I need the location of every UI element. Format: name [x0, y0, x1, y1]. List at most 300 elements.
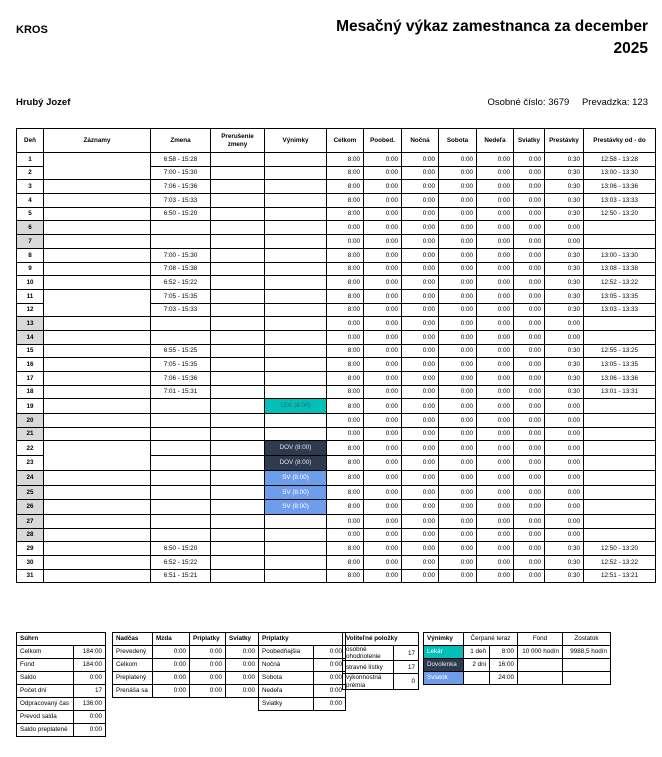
- cell-celkom: 8:00: [327, 248, 364, 262]
- cell-prestavky-od-do: [584, 414, 656, 428]
- cell-celkom: 0:00: [327, 514, 364, 528]
- cell-sobota: 0:00: [439, 317, 477, 331]
- surcharges-label: Nočná: [259, 659, 314, 672]
- cell-prestavky: 0:00: [545, 456, 584, 471]
- optional-item-value: 17: [394, 661, 419, 674]
- cell-den: 6: [17, 221, 44, 235]
- timesheet-row: [17, 399, 656, 414]
- overtime-column-header: Sviatky: [226, 633, 259, 646]
- cell-nocna: 0:00: [402, 358, 439, 372]
- cell-prestavky-od-do: [584, 221, 656, 235]
- cell-zmena: [151, 514, 211, 528]
- cell-sviatky: 0:00: [514, 221, 545, 235]
- cell-vynimky: [265, 500, 327, 515]
- overtime-label: Prevedený: [113, 646, 153, 659]
- cell-prestavky-od-do: [584, 485, 656, 500]
- timesheet-row: [17, 235, 656, 249]
- overtime-label: Preplatený: [113, 672, 153, 685]
- cell-zmena: 7:08 - 15:38: [151, 262, 211, 276]
- exceptions-column-header: Fond: [518, 633, 563, 646]
- cell-nocna: 0:00: [402, 414, 439, 428]
- cell-den: 3: [17, 180, 44, 194]
- cell-prerusenie: [211, 569, 265, 583]
- overtime-header: [113, 633, 259, 646]
- cell-den: 26: [17, 500, 44, 515]
- exceptions-header-row: [424, 633, 611, 646]
- timesheet-row: [17, 194, 656, 208]
- cell-poobed: 0:00: [364, 569, 402, 583]
- surcharges-row: [259, 672, 346, 685]
- cell-prerusenie: [211, 385, 265, 399]
- timesheet-row: [17, 470, 656, 485]
- plant: [582, 97, 648, 108]
- cell-zmena: [151, 441, 211, 456]
- cell-prerusenie: [211, 153, 265, 167]
- cell-nocna: 0:00: [402, 221, 439, 235]
- cell-sobota: 0:00: [439, 276, 477, 290]
- cell-zaznamy: [44, 372, 151, 386]
- cell-den: 24: [17, 470, 44, 485]
- cell-zmena: 6:50 - 15:20: [151, 207, 211, 221]
- cell-sobota: 0:00: [439, 344, 477, 358]
- overtime-priplatky: 0:00: [190, 672, 226, 685]
- summary-value: 0:00: [74, 672, 106, 685]
- cell-celkom: 8:00: [327, 303, 364, 317]
- timesheet-row: [17, 248, 656, 262]
- cell-prerusenie: [211, 317, 265, 331]
- cell-sobota: 0:00: [439, 485, 477, 500]
- cell-zmena: 6:52 - 15:22: [151, 555, 211, 569]
- summary-label: Celkom: [17, 646, 74, 659]
- overtime-sviatky: 0:00: [226, 685, 259, 698]
- cell-sviatky: 0:00: [514, 385, 545, 399]
- cell-vynimky: [265, 317, 327, 331]
- column-header: Poobed.: [364, 129, 402, 153]
- cell-poobed: 0:00: [364, 470, 402, 485]
- cell-nedela: 0:00: [477, 344, 514, 358]
- timesheet-row: [17, 153, 656, 167]
- cell-nocna: 0:00: [402, 276, 439, 290]
- vynimka-badge-dov: DOV (8:00): [265, 456, 326, 470]
- cell-prerusenie: [211, 235, 265, 249]
- cell-sviatky: 0:00: [514, 569, 545, 583]
- cell-celkom: 0:00: [327, 221, 364, 235]
- exceptions-hours: 8:00: [490, 646, 518, 659]
- column-header: Prerušenie zmeny: [211, 129, 265, 153]
- cell-nedela: 0:00: [477, 235, 514, 249]
- surcharges-row: [259, 646, 346, 659]
- cell-prestavky: 0:30: [545, 153, 584, 167]
- cell-sviatky: 0:00: [514, 344, 545, 358]
- cell-sviatky: 0:00: [514, 180, 545, 194]
- cell-nocna: 0:00: [402, 235, 439, 249]
- cell-prerusenie: [211, 514, 265, 528]
- cell-prestavky: 0:00: [545, 500, 584, 515]
- cell-poobed: 0:00: [364, 194, 402, 208]
- cell-vynimky: [265, 555, 327, 569]
- cell-prestavky: 0:30: [545, 542, 584, 556]
- exceptions-column-header: Zostatok: [563, 633, 611, 646]
- employee-meta: [487, 97, 648, 108]
- timesheet-row: [17, 514, 656, 528]
- cell-celkom: 8:00: [327, 500, 364, 515]
- cell-zmena: [151, 456, 211, 471]
- surcharges-label: Sviatky: [259, 698, 314, 711]
- cell-zaznamy: [44, 153, 151, 180]
- cell-prerusenie: [211, 276, 265, 290]
- cell-nedela: 0:00: [477, 441, 514, 456]
- cell-prestavky: 0:00: [545, 330, 584, 344]
- cell-zaznamy: [44, 500, 151, 515]
- column-header: Prestávky: [545, 129, 584, 153]
- cell-prerusenie: [211, 248, 265, 262]
- overtime-label: Celkom: [113, 659, 153, 672]
- cell-poobed: 0:00: [364, 289, 402, 303]
- exceptions-header: [424, 633, 611, 646]
- timesheet-row: [17, 555, 656, 569]
- exceptions-fond: [518, 672, 563, 685]
- cell-prestavky: 0:00: [545, 427, 584, 441]
- exceptions-zostatok: [563, 659, 611, 672]
- cell-nedela: 0:00: [477, 317, 514, 331]
- cell-nocna: 0:00: [402, 500, 439, 515]
- cell-vynimky: [265, 414, 327, 428]
- cell-den: 8: [17, 248, 44, 262]
- cell-vynimky: [265, 303, 327, 317]
- cell-prestavky: 0:30: [545, 385, 584, 399]
- exceptions-column-header: Čerpané teraz: [464, 633, 518, 646]
- cell-sobota: 0:00: [439, 470, 477, 485]
- cell-zaznamy: [44, 441, 151, 470]
- cell-zaznamy: [44, 399, 151, 414]
- surcharges-label: Nedeľa: [259, 685, 314, 698]
- timesheet-row: [17, 485, 656, 500]
- cell-nedela: 0:00: [477, 166, 514, 180]
- cell-sviatky: 0:00: [514, 289, 545, 303]
- cell-prestavky: 0:00: [545, 414, 584, 428]
- cell-den: 2: [17, 166, 44, 180]
- cell-prestavky-od-do: [584, 399, 656, 414]
- cell-zaznamy: [44, 485, 151, 500]
- cell-nedela: 0:00: [477, 207, 514, 221]
- timesheet-row: [17, 330, 656, 344]
- column-header: Nedeľa: [477, 129, 514, 153]
- cell-sviatky: 0:00: [514, 485, 545, 500]
- cell-zmena: [151, 235, 211, 249]
- employee-name: Hrubý Jozef: [16, 97, 71, 108]
- cell-celkom: 8:00: [327, 485, 364, 500]
- cell-vynimky: [265, 485, 327, 500]
- exceptions-body: [424, 646, 611, 685]
- brand-logo: KROS: [16, 24, 48, 36]
- cell-sobota: 0:00: [439, 427, 477, 441]
- cell-prestavky-od-do: 12:58 - 13:28: [584, 153, 656, 167]
- cell-prerusenie: [211, 555, 265, 569]
- cell-sobota: 0:00: [439, 399, 477, 414]
- cell-sobota: 0:00: [439, 414, 477, 428]
- summary-table: [16, 632, 106, 737]
- cell-nedela: 0:00: [477, 569, 514, 583]
- cell-poobed: 0:00: [364, 262, 402, 276]
- cell-celkom: 8:00: [327, 276, 364, 290]
- cell-celkom: 8:00: [327, 555, 364, 569]
- cell-prerusenie: [211, 542, 265, 556]
- cell-den: 11: [17, 289, 44, 303]
- cell-sobota: 0:00: [439, 569, 477, 583]
- cell-den: 10: [17, 276, 44, 290]
- cell-prestavky: 0:30: [545, 358, 584, 372]
- timesheet-row: [17, 289, 656, 303]
- cell-poobed: 0:00: [364, 207, 402, 221]
- overtime-table: [112, 632, 259, 698]
- cell-prerusenie: [211, 221, 265, 235]
- cell-zaznamy: [44, 262, 151, 276]
- cell-zmena: [151, 399, 211, 414]
- cell-nedela: 0:00: [477, 303, 514, 317]
- cell-sviatky: 0:00: [514, 153, 545, 167]
- vynimka-badge-dov: DOV (8:00): [265, 441, 326, 455]
- cell-prestavky-od-do: [584, 470, 656, 485]
- surcharges-body: [259, 646, 346, 711]
- cell-celkom: 8:00: [327, 166, 364, 180]
- cell-nocna: 0:00: [402, 317, 439, 331]
- cell-prestavky-od-do: 12:55 - 13:25: [584, 344, 656, 358]
- cell-celkom: 8:00: [327, 372, 364, 386]
- cell-den: 21: [17, 427, 44, 441]
- cell-prerusenie: [211, 372, 265, 386]
- cell-den: 4: [17, 194, 44, 208]
- page-title-line1: Mesačný výkaz zamestnanca za december: [336, 18, 648, 35]
- exceptions-column-header: Výnimky: [424, 633, 464, 646]
- cell-zaznamy: [44, 555, 151, 569]
- personal-number: [487, 97, 572, 108]
- cell-sviatky: 0:00: [514, 399, 545, 414]
- timesheet-row: [17, 262, 656, 276]
- cell-zmena: [151, 330, 211, 344]
- cell-zmena: 7:06 - 15:36: [151, 372, 211, 386]
- cell-prerusenie: [211, 262, 265, 276]
- cell-zmena: 7:05 - 15:35: [151, 289, 211, 303]
- cell-den: 13: [17, 317, 44, 331]
- cell-sviatky: 0:00: [514, 555, 545, 569]
- exceptions-row: [424, 646, 611, 659]
- cell-zmena: [151, 427, 211, 441]
- cell-den: 19: [17, 399, 44, 414]
- cell-celkom: 8:00: [327, 207, 364, 221]
- cell-nedela: 0:00: [477, 385, 514, 399]
- timesheet-table: [16, 128, 656, 583]
- cell-nedela: 0:00: [477, 248, 514, 262]
- cell-zmena: 6:50 - 15:20: [151, 542, 211, 556]
- cell-celkom: 8:00: [327, 194, 364, 208]
- cell-sobota: 0:00: [439, 248, 477, 262]
- summary-value: 184:00: [74, 646, 106, 659]
- cell-vynimky: [265, 344, 327, 358]
- optional-item-label: stravné lístky: [343, 661, 394, 674]
- cell-celkom: 0:00: [327, 528, 364, 542]
- overtime-row: [113, 659, 259, 672]
- cell-zmena: 7:00 - 15:30: [151, 248, 211, 262]
- summary-label: Fond: [17, 659, 74, 672]
- cell-poobed: 0:00: [364, 514, 402, 528]
- cell-sobota: 0:00: [439, 194, 477, 208]
- cell-prestavky-od-do: 13:03 - 13:33: [584, 303, 656, 317]
- cell-zaznamy: [44, 221, 151, 235]
- cell-prestavky-od-do: 13:00 - 13:30: [584, 248, 656, 262]
- summary-value: 184:00: [74, 659, 106, 672]
- overtime-column-header: Mzda: [153, 633, 190, 646]
- cell-den: 17: [17, 372, 44, 386]
- cell-nocna: 0:00: [402, 180, 439, 194]
- summary-label: Odpracovaný čas: [17, 698, 74, 711]
- summary-label: Počet dní: [17, 685, 74, 698]
- cell-celkom: 8:00: [327, 569, 364, 583]
- cell-vynimky: [265, 262, 327, 276]
- cell-prestavky-od-do: 13:05 - 13:35: [584, 289, 656, 303]
- cell-celkom: 8:00: [327, 344, 364, 358]
- surcharges-table: [258, 632, 346, 711]
- cell-poobed: 0:00: [364, 317, 402, 331]
- cell-zmena: 7:03 - 15:33: [151, 194, 211, 208]
- cell-vynimky: [265, 358, 327, 372]
- cell-den: 1: [17, 153, 44, 167]
- overtime-priplatky: 0:00: [190, 685, 226, 698]
- cell-zaznamy: [44, 180, 151, 194]
- optional-item-value: 0: [394, 674, 419, 689]
- cell-prerusenie: [211, 303, 265, 317]
- summary-row: [17, 659, 106, 672]
- exceptions-zostatok: [563, 672, 611, 685]
- summary-label: Saldo: [17, 672, 74, 685]
- cell-den: 16: [17, 358, 44, 372]
- cell-poobed: 0:00: [364, 456, 402, 471]
- cell-zmena: [151, 317, 211, 331]
- cell-vynimky: [265, 248, 327, 262]
- cell-prestavky-od-do: 12:52 - 13:22: [584, 555, 656, 569]
- cell-nocna: 0:00: [402, 344, 439, 358]
- cell-prestavky-od-do: [584, 235, 656, 249]
- cell-celkom: 8:00: [327, 153, 364, 167]
- column-header: Zmena: [151, 129, 211, 153]
- cell-poobed: 0:00: [364, 248, 402, 262]
- cell-sviatky: 0:00: [514, 470, 545, 485]
- column-header: Sobota: [439, 129, 477, 153]
- overtime-body: [113, 646, 259, 698]
- overtime-priplatky: 0:00: [190, 646, 226, 659]
- exceptions-days: [464, 672, 490, 685]
- summary-value: 0:00: [74, 711, 106, 724]
- surcharges-row: [259, 698, 346, 711]
- timesheet-row: [17, 427, 656, 441]
- overtime-mzda: 0:00: [153, 672, 190, 685]
- cell-sobota: 0:00: [439, 372, 477, 386]
- cell-prestavky-od-do: 12:50 - 13:20: [584, 542, 656, 556]
- cell-prerusenie: [211, 500, 265, 515]
- cell-zaznamy: [44, 317, 151, 331]
- optional-item-label: výkonnostná prémia: [343, 674, 394, 689]
- cell-prestavky-od-do: 13:00 - 13:30: [584, 166, 656, 180]
- timesheet-row: [17, 414, 656, 428]
- cell-nocna: 0:00: [402, 303, 439, 317]
- cell-sviatky: 0:00: [514, 441, 545, 456]
- timesheet-row: [17, 276, 656, 290]
- summary-value: 0:00: [74, 724, 106, 737]
- cell-prestavky-od-do: 12:51 - 13:21: [584, 569, 656, 583]
- surcharges-value: 0:00: [314, 672, 346, 685]
- cell-sobota: 0:00: [439, 514, 477, 528]
- cell-sviatky: 0:00: [514, 235, 545, 249]
- summary-row: [17, 685, 106, 698]
- cell-prerusenie: [211, 289, 265, 303]
- cell-zaznamy: [44, 528, 151, 542]
- cell-sobota: 0:00: [439, 235, 477, 249]
- cell-nedela: 0:00: [477, 194, 514, 208]
- cell-den: 20: [17, 414, 44, 428]
- cell-prestavky: 0:30: [545, 344, 584, 358]
- cell-prestavky: 0:00: [545, 235, 584, 249]
- cell-celkom: 0:00: [327, 414, 364, 428]
- cell-zaznamy: [44, 194, 151, 208]
- cell-poobed: 0:00: [364, 555, 402, 569]
- cell-nocna: 0:00: [402, 207, 439, 221]
- cell-sviatky: 0:00: [514, 317, 545, 331]
- cell-sviatky: 0:00: [514, 542, 545, 556]
- surcharges-value: 0:00: [314, 646, 346, 659]
- timesheet-row: [17, 542, 656, 556]
- cell-poobed: 0:00: [364, 485, 402, 500]
- cell-nedela: 0:00: [477, 485, 514, 500]
- cell-vynimky: [265, 528, 327, 542]
- vynimka-badge-sv: SV (8:00): [265, 500, 326, 514]
- cell-poobed: 0:00: [364, 441, 402, 456]
- personal-number-value: 3679: [548, 97, 570, 108]
- overtime-mzda: 0:00: [153, 659, 190, 672]
- cell-sobota: 0:00: [439, 153, 477, 167]
- exceptions-hours: 24:00: [490, 672, 518, 685]
- cell-zmena: [151, 414, 211, 428]
- cell-poobed: 0:00: [364, 276, 402, 290]
- surcharges-value: 0:00: [314, 698, 346, 711]
- cell-celkom: 0:00: [327, 317, 364, 331]
- overtime-sviatky: 0:00: [226, 672, 259, 685]
- cell-vynimky: [265, 166, 327, 180]
- cell-vynimky: [265, 441, 327, 456]
- cell-zaznamy: [44, 276, 151, 290]
- timesheet-row: [17, 385, 656, 399]
- cell-sobota: 0:00: [439, 528, 477, 542]
- cell-vynimky: [265, 221, 327, 235]
- vynimka-badge-lek: LEK (8:00): [265, 399, 326, 413]
- cell-sviatky: 0:00: [514, 194, 545, 208]
- cell-vynimky: [265, 399, 327, 414]
- cell-celkom: 0:00: [327, 235, 364, 249]
- cell-prestavky-od-do: 12:50 - 13:20: [584, 207, 656, 221]
- cell-sviatky: 0:00: [514, 456, 545, 471]
- cell-nocna: 0:00: [402, 385, 439, 399]
- cell-prestavky-od-do: [584, 528, 656, 542]
- cell-sviatky: 0:00: [514, 276, 545, 290]
- cell-nocna: 0:00: [402, 153, 439, 167]
- cell-poobed: 0:00: [364, 344, 402, 358]
- cell-vynimky: [265, 514, 327, 528]
- cell-prestavky-od-do: [584, 427, 656, 441]
- cell-zmena: 6:52 - 15:22: [151, 276, 211, 290]
- cell-sobota: 0:00: [439, 542, 477, 556]
- exceptions-row: [424, 672, 611, 685]
- cell-prestavky: 0:00: [545, 528, 584, 542]
- cell-zmena: 6:51 - 15:21: [151, 569, 211, 583]
- cell-den: 31: [17, 569, 44, 583]
